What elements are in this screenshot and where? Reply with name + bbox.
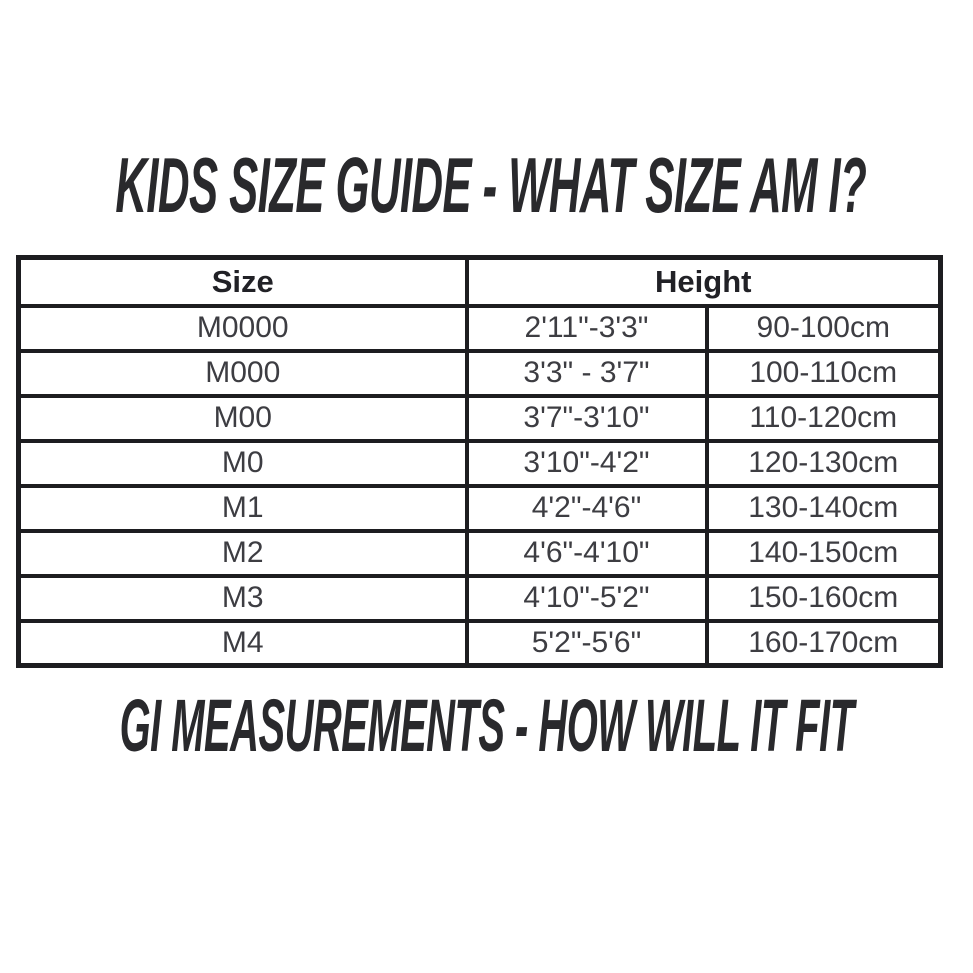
size-label: M000: [19, 351, 467, 396]
height-metric-value: 90-100cm: [707, 306, 941, 351]
height-imperial-value: 3'10"-4'2": [467, 441, 707, 486]
table-row: [19, 531, 941, 576]
height-metric-value: 140-150cm: [707, 531, 941, 576]
height-metric-value: 110-120cm: [707, 396, 941, 441]
table-row: [19, 576, 941, 621]
table-header-row: [19, 258, 941, 306]
size-label: M0: [19, 441, 467, 486]
height-imperial-value: 5'2"-5'6": [467, 621, 707, 666]
height-metric-value: 120-130cm: [707, 441, 941, 486]
height-imperial-value: 4'10"-5'2": [467, 576, 707, 621]
footer-title-row: [0, 684, 973, 767]
table-row: [19, 306, 941, 351]
size-label: M3: [19, 576, 467, 621]
height-imperial-value: 3'7"-3'10": [467, 396, 707, 441]
page-title-row: [0, 0, 973, 229]
height-metric-value: 130-140cm: [707, 486, 941, 531]
table-row: [19, 486, 941, 531]
size-label: M4: [19, 621, 467, 666]
height-imperial-value: 3'3" - 3'7": [467, 351, 707, 396]
size-label: M0000: [19, 306, 467, 351]
table-row: [19, 396, 941, 441]
size-label: M1: [19, 486, 467, 531]
page-title: KIDS SIZE GUIDE - WHAT SIZE AM I?: [115, 141, 867, 229]
height-imperial-value: 4'2"-4'6": [467, 486, 707, 531]
height-metric-value: 100-110cm: [707, 351, 941, 396]
table-row: [19, 621, 941, 666]
height-imperial-value: 2'11"-3'3": [467, 306, 707, 351]
table-row: [19, 441, 941, 486]
footer-title: GI MEASUREMENTS - HOW WILL IT FIT: [119, 684, 854, 767]
height-metric-value: 150-160cm: [707, 576, 941, 621]
size-column-header: Size: [19, 258, 467, 306]
height-metric-value: 160-170cm: [707, 621, 941, 666]
kids-size-table: [16, 255, 943, 668]
table-row: [19, 351, 941, 396]
height-imperial-value: 4'6"-4'10": [467, 531, 707, 576]
height-column-header: Height: [467, 258, 941, 306]
size-label: M00: [19, 396, 467, 441]
size-label: M2: [19, 531, 467, 576]
